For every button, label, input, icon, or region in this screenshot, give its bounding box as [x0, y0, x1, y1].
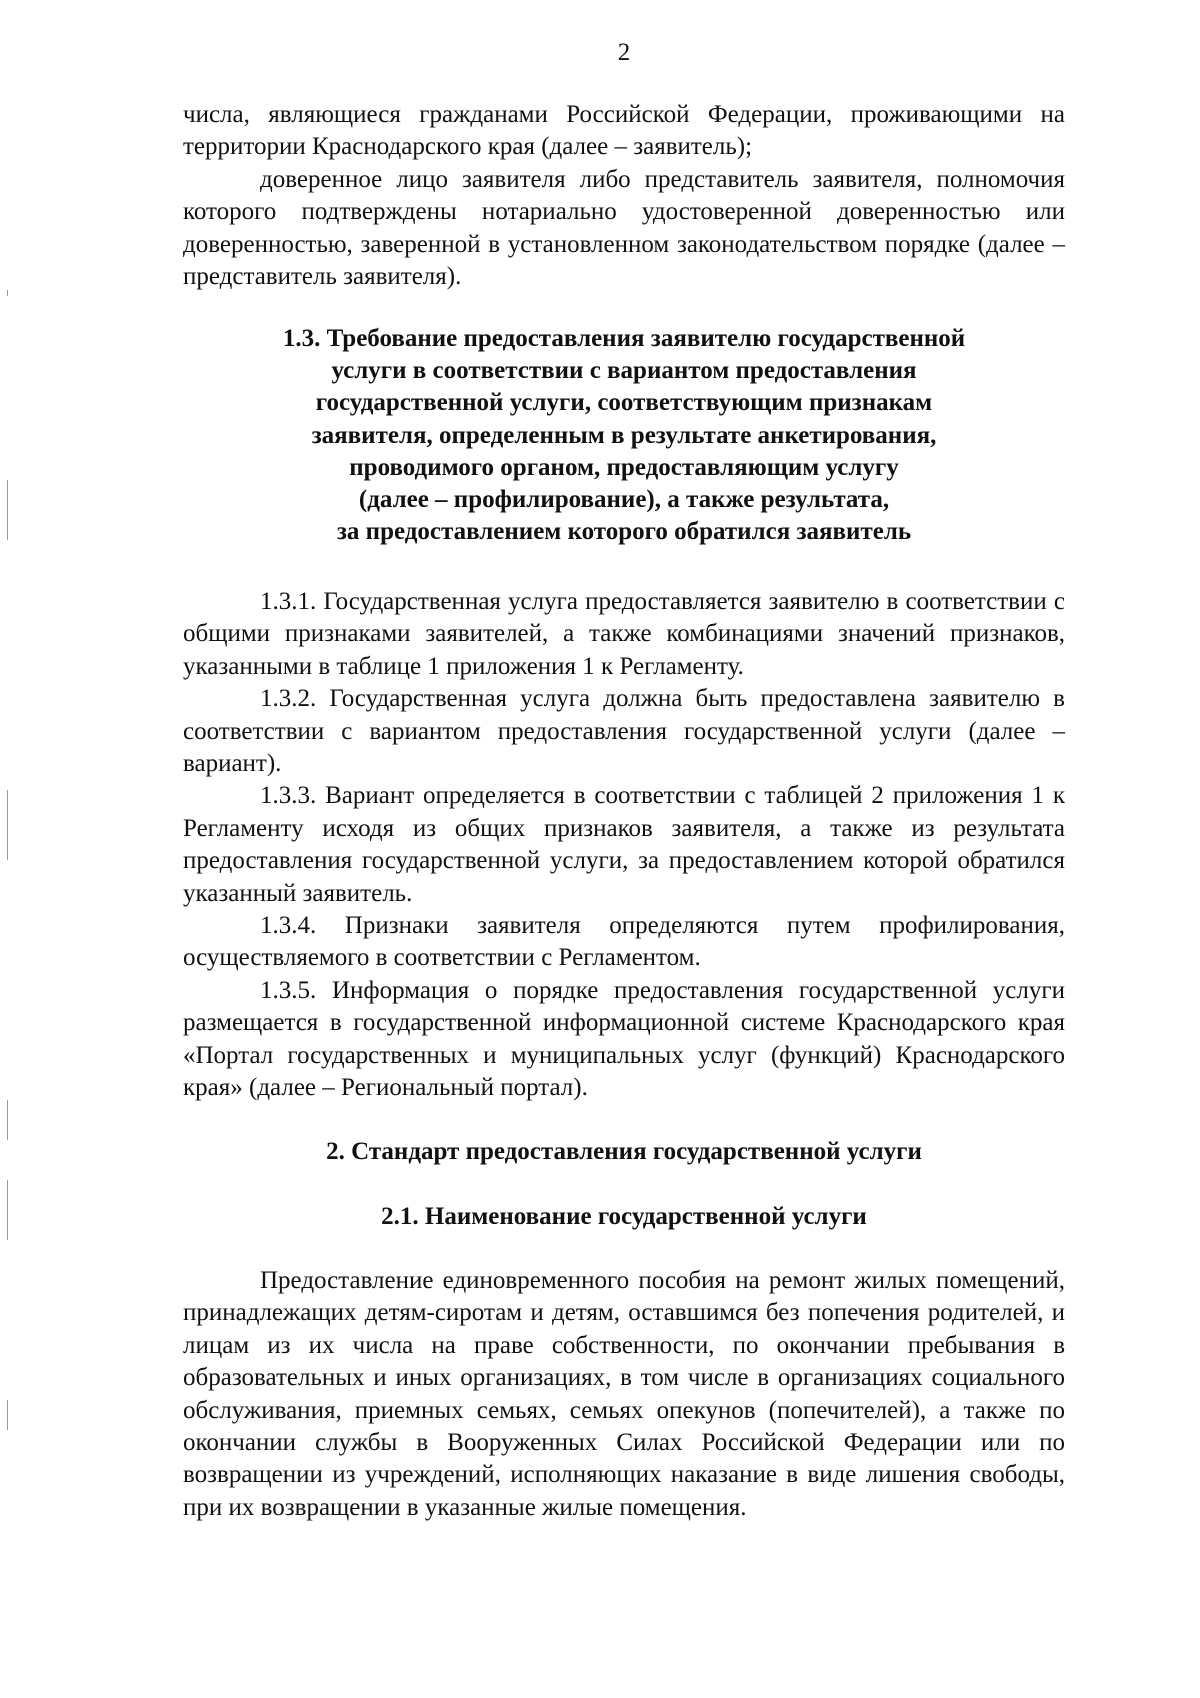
- paragraph-1-3-5: 1.3.5. Информация о порядке предоставления государственной услуги размещается в государственной информационной системе Краснодарского края «Портал государственных и муниципальных услуг (функций) Краснодарского края» (далее – Региональный портал).: [183, 976, 1065, 1102]
- page-number: 2: [617, 39, 631, 66]
- heading-line: за предоставлением которого обратился заявитель: [336, 518, 912, 546]
- intro-paragraph-1: числа, являющиеся гражданами Российской Федерации, проживающими на территории Краснодарского края (далее – заявитель);: [183, 101, 1065, 161]
- section-2-1-body: [183, 1265, 1065, 1524]
- heading-line: заявителя, определенным в результате анкетирования,: [311, 421, 937, 449]
- section-1-3-body: [183, 586, 1065, 1105]
- section-2-heading: 2. Стандарт предоставления государственной услуги: [326, 1138, 922, 1165]
- paragraph-1-3-2: 1.3.2. Государственная услуга должна быть предоставлена заявителю в соответствии с вариантом предоставления государственной услуги (далее – вариант).: [183, 685, 1065, 778]
- heading-line: (далее – профилирование), а также результата,: [358, 486, 890, 514]
- paragraph-1-3-4: 1.3.4. Признаки заявителя определяются путем профилирования, осуществляемого в соответствии с Регламентом.: [183, 912, 1065, 972]
- paragraph-1-3-3: 1.3.3. Вариант определяется в соответствии с таблицей 2 приложения 1 к Регламенту исходя из общих признаков заявителя, а также из результата предоставления государственной услуги, за предоставлением которой обратился указанный заявитель.: [183, 782, 1065, 907]
- paragraph-2-1: Предоставление единовременного пособия на ремонт жилых помещений, принадлежащих детям-сиротам и детям, оставшимся без попечения родителей, и лицам из их числа на праве собственности, по окончании пребывания в образовательных и иных организациях, в том числе в организациях социального обслуживания, приемных семьях, семьях опекунов (попечителей), а также по окончании службы в Вооруженных Силах Российской Федерации или по возвращении из учреждений, исполняющих наказание в виде лишения свободы, при их возвращении в указанные жилые помещения.: [183, 1267, 1065, 1521]
- intro-section: [183, 99, 1065, 293]
- heading-line: проводимого органом, предоставляющим услугу: [349, 453, 899, 481]
- heading-line: 1.3. Требование предоставления заявителю государственной: [282, 325, 966, 352]
- intro-paragraph-2: доверенное лицо заявителя либо представитель заявителя, полномочия которого подтверждены нотариально удостоверенной доверенностью или доверенностью, заверенной в установленном законодательством порядке (далее – представитель заявителя).: [183, 165, 1065, 291]
- section-2-1-heading: 2.1. Наименование государственной услуги: [381, 1203, 867, 1230]
- scan-edge-marks: [7, 0, 11, 1698]
- paragraph-1-3-1: 1.3.1. Государственная услуга предоставляется заявителю в соответствии с общими признаками заявителей, а также комбинациями значений признаков, указанными в таблице 1 приложения 1 к Регламенту.: [183, 588, 1065, 680]
- heading-line: услуги в соответствии с вариантом предоставления: [331, 357, 917, 385]
- section-1-3-heading: [183, 323, 1065, 548]
- heading-line: государственной услуги, соответствующим признакам: [315, 389, 933, 417]
